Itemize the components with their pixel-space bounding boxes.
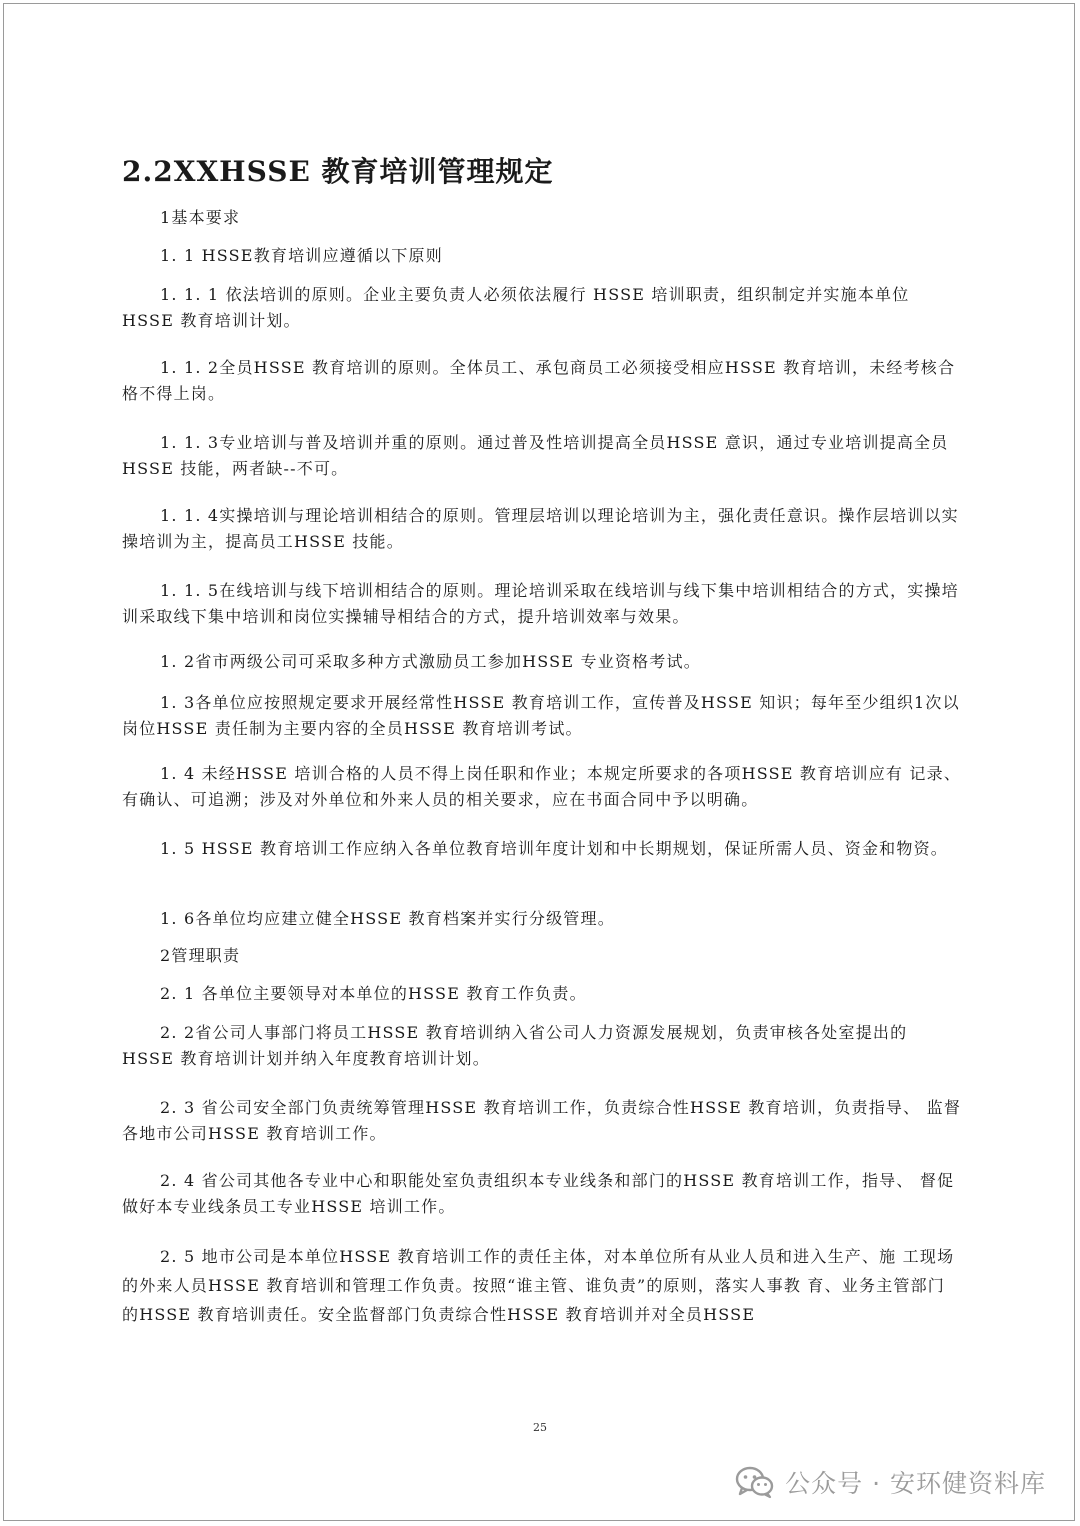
paragraph-text: 1. 1. 2全员HSSE 教育培训的原则。全体员工、承包商员工必须接受相应HSSE 教育培训，未经考核合格不得上岗。	[122, 358, 956, 403]
paragraph-text: 1. 4 未经HSSE 培训合格的人员不得上岗任职和作业；本规定所要求的各项HSSE 教育培训应有 记录、有确认、可追溯；涉及对外单位和外来人员的相关要求，应在书面合同中予以明确。	[122, 764, 962, 809]
paragraph-text: 1. 1. 1 依法培训的原则。企业主要负责人必须依法履行 HSSE 培训职责，组织制定并实施本单位 HSSE 教育培训计划。	[122, 285, 910, 330]
paragraph-text: 1. 1. 3专业培训与普及培训并重的原则。通过普及性培训提高全员HSSE 意识，通过专业培训提高全员HSSE 技能，两者缺--不可。	[122, 433, 949, 478]
paragraph-text: 1. 2省市两级公司可采取多种方式激励员工参加HSSE 专业资格考试。	[160, 652, 701, 671]
paragraph-1-1-3	[122, 430, 962, 482]
paragraph-text: 2. 4 省公司其他各专业中心和职能处室负责组织本专业线条和部门的HSSE 教育培训工作，指导、 督促做好本专业线条员工专业HSSE 培训工作。	[122, 1171, 955, 1216]
paragraph-1-1-5	[122, 578, 962, 630]
paragraph-text: 2. 5 地市公司是本单位HSSE 教育培训工作的责任主体，对本单位所有从业人员和进入生产、施 工现场的外来人员HSSE 教育培训和管理工作负责。按照“谁主管、谁负责”的原则，落实人事教 育、业务主管部门的HSSE 教育培训责任。安全监督部门负责综合性HSSE 教育培训并对全员HSSE	[122, 1247, 955, 1324]
paragraph-text: 1. 1. 4实操培训与理论培训相结合的原则。管理层培训以理论培训为主，强化责任意识。操作层培训以实操培训为主，提高员工HSSE 技能。	[122, 506, 959, 551]
paragraph-1-2	[122, 649, 962, 675]
paragraph-1-1-4	[122, 503, 962, 555]
paragraph-1-3	[122, 690, 962, 742]
paragraph-1-5	[122, 836, 962, 862]
page-title: 2.2XXHSSE 教育培训管理规定	[122, 155, 554, 188]
paragraph-2-3	[122, 1095, 962, 1147]
paragraph-2-4	[122, 1168, 962, 1220]
section-heading-management-duties: 2管理职责	[160, 946, 241, 965]
paragraph-1-4	[122, 761, 962, 813]
paragraph-text: 1. 5 HSSE 教育培训工作应纳入各单位教育培训年度计划和中长期规划，保证所需人员、资金和物资。	[160, 839, 948, 858]
paragraph-1-6	[122, 906, 962, 932]
paragraph-1-1-2	[122, 355, 962, 407]
page-number: 25	[533, 1421, 547, 1434]
section-heading-basic-requirements: 1基本要求	[160, 208, 241, 227]
paragraph-text: 2. 3 省公司安全部门负责统筹管理HSSE 教育培训工作，负责综合性HSSE 教育培训，负责指导、 监督各地市公司HSSE 教育培训工作。	[122, 1098, 962, 1143]
paragraph-2-2	[122, 1020, 962, 1072]
paragraph-2-1	[122, 981, 962, 1007]
wechat-icon	[735, 1465, 775, 1499]
paragraph-1-1-1	[122, 282, 962, 334]
watermark-text: 公众号 · 安环健资料库	[785, 1469, 1046, 1498]
paragraph-text: 1. 3各单位应按照规定要求开展经常性HSSE 教育培训工作，宣传普及HSSE 知识；每年至少组织1次以岗位HSSE 责任制为主要内容的全员HSSE 教育培训考试。	[122, 693, 960, 738]
paragraph-text: 1. 6各单位均应建立健全HSSE 教育档案并实行分级管理。	[160, 909, 615, 928]
paragraph-2-5	[122, 1242, 962, 1329]
section-heading-principles: 1. 1 HSSE教育培训应遵循以下原则	[160, 246, 443, 265]
paragraph-text: 2. 1 各单位主要领导对本单位的HSSE 教育工作负责。	[160, 984, 587, 1003]
paragraph-text: 1. 1. 5在线培训与线下培训相结合的原则。理论培训采取在线培训与线下集中培训相结合的方式，实操培训采取线下集中培训和岗位实操辅导相结合的方式，提升培训效率与效果。	[122, 581, 959, 626]
paragraph-text: 2. 2省公司人事部门将员工HSSE 教育培训纳入省公司人力资源发展规划，负责审核各处室提出的 HSSE 教育培训计划并纳入年度教育培训计划。	[122, 1023, 908, 1068]
watermark	[735, 1462, 1046, 1502]
